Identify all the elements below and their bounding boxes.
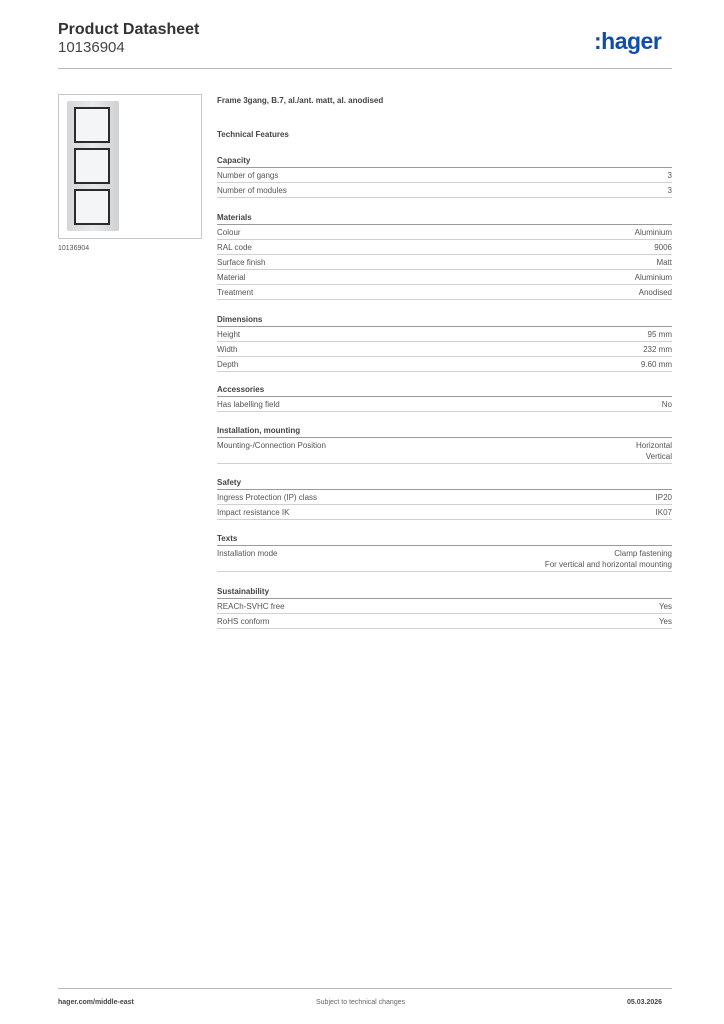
spec-row xyxy=(217,490,672,505)
image-caption: 10136904 xyxy=(58,245,90,252)
spec-row xyxy=(217,397,672,412)
spec-row xyxy=(217,240,672,255)
spec-label: Treatment xyxy=(217,288,254,297)
spec-row xyxy=(217,168,672,183)
section-title: Dimensions xyxy=(217,313,672,327)
spec-value: 9006 xyxy=(654,243,672,252)
spec-section xyxy=(217,211,672,300)
product-image xyxy=(58,94,202,239)
spec-value: 9.60 mm xyxy=(640,360,672,369)
spec-row xyxy=(217,342,672,357)
frame-opening xyxy=(74,148,110,184)
spec-label: Material xyxy=(217,273,246,282)
spec-section xyxy=(217,532,672,572)
spec-label: REACh-SVHC free xyxy=(217,602,285,611)
footer-date: 05.03.2026 xyxy=(627,999,663,1006)
spec-row xyxy=(217,599,672,614)
spec-value: 232 mm xyxy=(643,345,672,354)
spec-row xyxy=(217,614,672,629)
hager-logo: :hager xyxy=(594,28,662,54)
spec-row xyxy=(217,270,672,285)
spec-row xyxy=(217,255,672,270)
spec-section xyxy=(217,476,672,520)
spec-label: Depth xyxy=(217,360,239,369)
header-divider xyxy=(58,68,672,69)
spec-value: Matt xyxy=(656,258,672,267)
spec-value: 95 mm xyxy=(647,330,672,339)
frame-opening xyxy=(74,189,110,225)
spec-label: Number of modules xyxy=(217,186,287,195)
spec-value: No xyxy=(661,400,672,409)
spec-label: Colour xyxy=(217,228,241,237)
spec-label: Impact resistance IK xyxy=(217,508,290,517)
spec-value: 3 xyxy=(667,186,672,195)
product-number: 10136904 xyxy=(58,39,125,56)
footer-disclaimer: Subject to technical changes xyxy=(316,999,406,1006)
spec-value: IK07 xyxy=(655,508,672,517)
section-title: Capacity xyxy=(217,154,672,168)
spec-value: Aluminium xyxy=(634,228,672,237)
spec-label: Ingress Protection (IP) class xyxy=(217,493,318,502)
technical-features-heading: Technical Features xyxy=(217,130,289,139)
spec-row xyxy=(217,357,672,372)
spec-label: Mounting-/Connection Position xyxy=(217,441,326,450)
page-title: Product Datasheet xyxy=(58,21,200,38)
spec-row xyxy=(217,285,672,300)
spec-value: Yes xyxy=(658,602,672,611)
spec-label: Number of gangs xyxy=(217,171,279,180)
section-title: Sustainability xyxy=(217,585,672,599)
spec-value: Horizontal Vertical xyxy=(635,441,672,461)
frame-opening xyxy=(74,107,110,143)
logo-text: hager xyxy=(601,28,662,54)
spec-label: RoHS conform xyxy=(217,617,270,626)
spec-section xyxy=(217,585,672,629)
spec-row xyxy=(217,183,672,198)
product-description: Frame 3gang, B.7, al./ant. matt, al. anodised xyxy=(217,96,384,105)
spec-row xyxy=(217,327,672,342)
spec-value: IP20 xyxy=(655,493,672,502)
spec-value: Anodised xyxy=(638,288,672,297)
spec-label: Installation mode xyxy=(217,549,278,558)
spec-row xyxy=(217,546,672,572)
spec-label: RAL code xyxy=(217,243,252,252)
section-title: Safety xyxy=(217,476,672,490)
spec-value: 3 xyxy=(667,171,672,180)
spec-value: Aluminium xyxy=(634,273,672,282)
spec-sections xyxy=(217,154,672,629)
spec-section xyxy=(217,424,672,464)
spec-row xyxy=(217,505,672,520)
spec-label: Surface finish xyxy=(217,258,266,267)
spec-row xyxy=(217,225,672,240)
footer-website[interactable]: hager.com/middle-east xyxy=(58,999,134,1006)
spec-label: Height xyxy=(217,330,241,339)
section-title: Materials xyxy=(217,211,672,225)
spec-value: Clamp fastening For vertical and horizontal mounting xyxy=(544,549,672,569)
spec-label: Width xyxy=(217,345,238,354)
spec-value: Yes xyxy=(658,617,672,626)
section-title: Installation, mounting xyxy=(217,424,672,438)
spec-section xyxy=(217,154,672,198)
spec-section xyxy=(217,383,672,412)
section-title: Accessories xyxy=(217,383,672,397)
spec-row xyxy=(217,438,672,464)
frame-plate xyxy=(67,101,119,231)
spec-content xyxy=(217,94,672,629)
spec-label: Has labelling field xyxy=(217,400,280,409)
footer-divider xyxy=(58,988,672,989)
section-title: Texts xyxy=(217,532,672,546)
spec-section xyxy=(217,313,672,372)
